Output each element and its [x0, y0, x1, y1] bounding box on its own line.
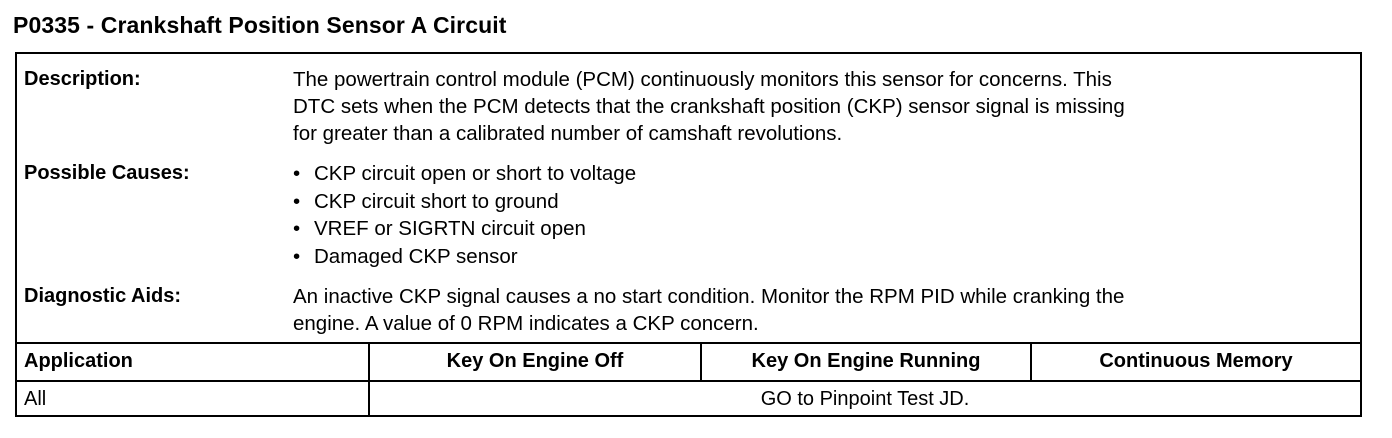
- header-application: Application: [24, 350, 133, 372]
- header-key-on-engine-off: Key On Engine Off: [446, 350, 624, 372]
- possible-causes-label: Possible Causes:: [24, 162, 190, 184]
- page-title: P0335 - Crankshaft Position Sensor A Circuit: [13, 12, 507, 38]
- possible-causes-list: [293, 160, 1353, 270]
- description-line: DTC sets when the PCM detects that the crankshaft position (CKP) sensor signal is missing: [293, 95, 1125, 118]
- list-item: [293, 188, 1353, 216]
- header-continuous-memory: Continuous Memory: [1099, 350, 1293, 372]
- dtc-info-box: [15, 52, 1362, 417]
- list-item: [293, 243, 1353, 271]
- description-label: Description:: [24, 68, 141, 90]
- list-item: [293, 160, 1353, 188]
- cause-text: Damaged CKP sensor: [314, 244, 518, 268]
- description-line: The powertrain control module (PCM) continuously monitors this sensor for concerns. This: [293, 68, 1112, 91]
- header-key-on-engine-running: Key On Engine Running: [751, 350, 981, 372]
- bullet-icon: •: [293, 217, 301, 240]
- list-item: [293, 215, 1353, 243]
- cause-text: CKP circuit open or short to voltage: [314, 162, 637, 185]
- application-value: All: [24, 388, 47, 410]
- bullet-icon: •: [293, 189, 301, 213]
- pinpoint-test-action: GO to Pinpoint Test JD.: [760, 388, 970, 410]
- diagnostic-aids-line: engine. A value of 0 RPM indicates a CKP concern.: [293, 312, 759, 335]
- description-line: for greater than a calibrated number of camshaft revolutions.: [293, 122, 843, 145]
- diagnostic-aids-line: An inactive CKP signal causes a no start condition. Monitor the RPM PID while cranking the: [293, 285, 1125, 308]
- bullet-icon: •: [293, 162, 301, 185]
- bullet-icon: •: [293, 244, 301, 268]
- description-text: [293, 66, 1353, 147]
- cause-text: CKP circuit short to ground: [314, 189, 559, 213]
- cause-text: VREF or SIGRTN circuit open: [314, 217, 586, 240]
- diagnostic-aids-label: Diagnostic Aids:: [24, 285, 182, 307]
- possible-causes-list-wrap: [293, 160, 1353, 270]
- diagnostic-aids-text: [293, 283, 1353, 337]
